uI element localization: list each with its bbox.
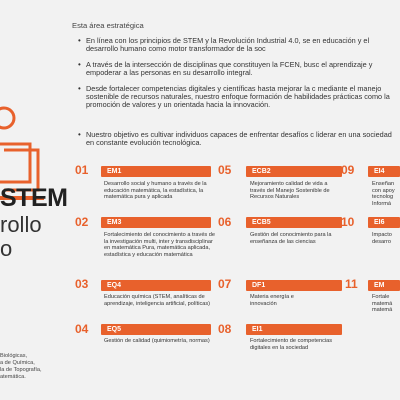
item-number: 05 (218, 163, 232, 177)
item-number: 04 (75, 322, 89, 336)
item-number: 07 (218, 277, 232, 291)
item-number: 10 (341, 215, 355, 229)
item-number: 09 (341, 163, 355, 177)
faculty-line: Biológicas, (0, 353, 28, 359)
item-code-badge: EQ4 (101, 280, 211, 291)
strategy-bullet: • En línea con los principios de STEM y la Revolución Industrial 4.0, se en educación y el desarrollo humano como motor transformador de la soc (78, 37, 398, 53)
item-code-badge: EM3 (101, 217, 211, 228)
item-code-badge: DF1 (246, 280, 342, 291)
stem-title: STEM (0, 184, 68, 212)
stem-subtitle-line-2: o (0, 236, 13, 261)
item-description: Fortale matemá matemá (372, 294, 393, 314)
item-description: Mejoramiento calidad de vida a través del Manejo Sostenible de Recursos Naturales (250, 181, 330, 201)
strategy-bullet: • Desde fortalecer competencias digitales y científicas hasta mejorar la c mediante el manejo sostenible de recursos naturales, nuestro enfoque formación de habilidades prácticas como la promoción de valores y un orientada hacia la innovación. (78, 85, 398, 110)
item-code-badge: EM1 (101, 166, 211, 177)
item-number: 06 (218, 215, 232, 229)
strategy-bullet: • Nuestro objetivo es cultivar individuos capaces de enfrentar desafíos c liderar en una sociedad en constante evolución tecnológica. (78, 131, 398, 147)
stem-subtitle-line-1: rollo (0, 212, 42, 237)
faculty-line: la de Topografía, (0, 367, 42, 373)
item-code-badge: EI1 (246, 324, 342, 335)
item-code-badge: EI6 (368, 217, 400, 228)
item-number: 01 (75, 163, 89, 177)
item-number: 08 (218, 322, 232, 336)
item-description: Fortalecimiento de competencias digitales en la sociedad (250, 338, 333, 351)
item-code-badge: ECB5 (246, 217, 342, 228)
faculty-line: atemática. (0, 374, 26, 380)
item-description: Fortalecimiento del conocimiento a través de la investigación multi, inter y transdisciplinar en matemática Pura, matemática aplicada, estadística y educación matemática (104, 232, 215, 258)
item-description: Gestión de calidad (quimiometría, normas) (104, 338, 210, 344)
item-description: Materia energía e innovación (250, 294, 294, 307)
item-number: 11 (345, 277, 358, 291)
item-number: 02 (75, 215, 89, 229)
item-code-badge: ECB2 (246, 166, 342, 177)
item-description: Impacto desarro (372, 232, 392, 245)
item-description: Desarrollo social y humano a través de la educación matemática, la estadística, la matemática pura y aplicada (104, 181, 207, 201)
item-description: Enseñan con apoy tecnolog Informá (372, 181, 395, 207)
item-description: Gestión del conocimiento para la enseñanza de las ciencias (250, 232, 332, 245)
strategy-bullet: • A través de la intersección de disciplinas que constituyen la FCEN, busc el aprendizaje y empoderar a las personas en su desarrollo integral. (78, 61, 398, 77)
item-description: Educación química (STEM, analíticas de aprendizaje, inteligencia artificial, políticas) (104, 294, 211, 307)
item-code-badge: EM (368, 280, 400, 291)
faculty-line: a de Química, (0, 360, 35, 366)
strategy-heading: Esta área estratégica (72, 21, 144, 30)
item-code-badge: EI4 (368, 166, 400, 177)
item-code-badge: EQ5 (101, 324, 211, 335)
item-number: 03 (75, 277, 89, 291)
